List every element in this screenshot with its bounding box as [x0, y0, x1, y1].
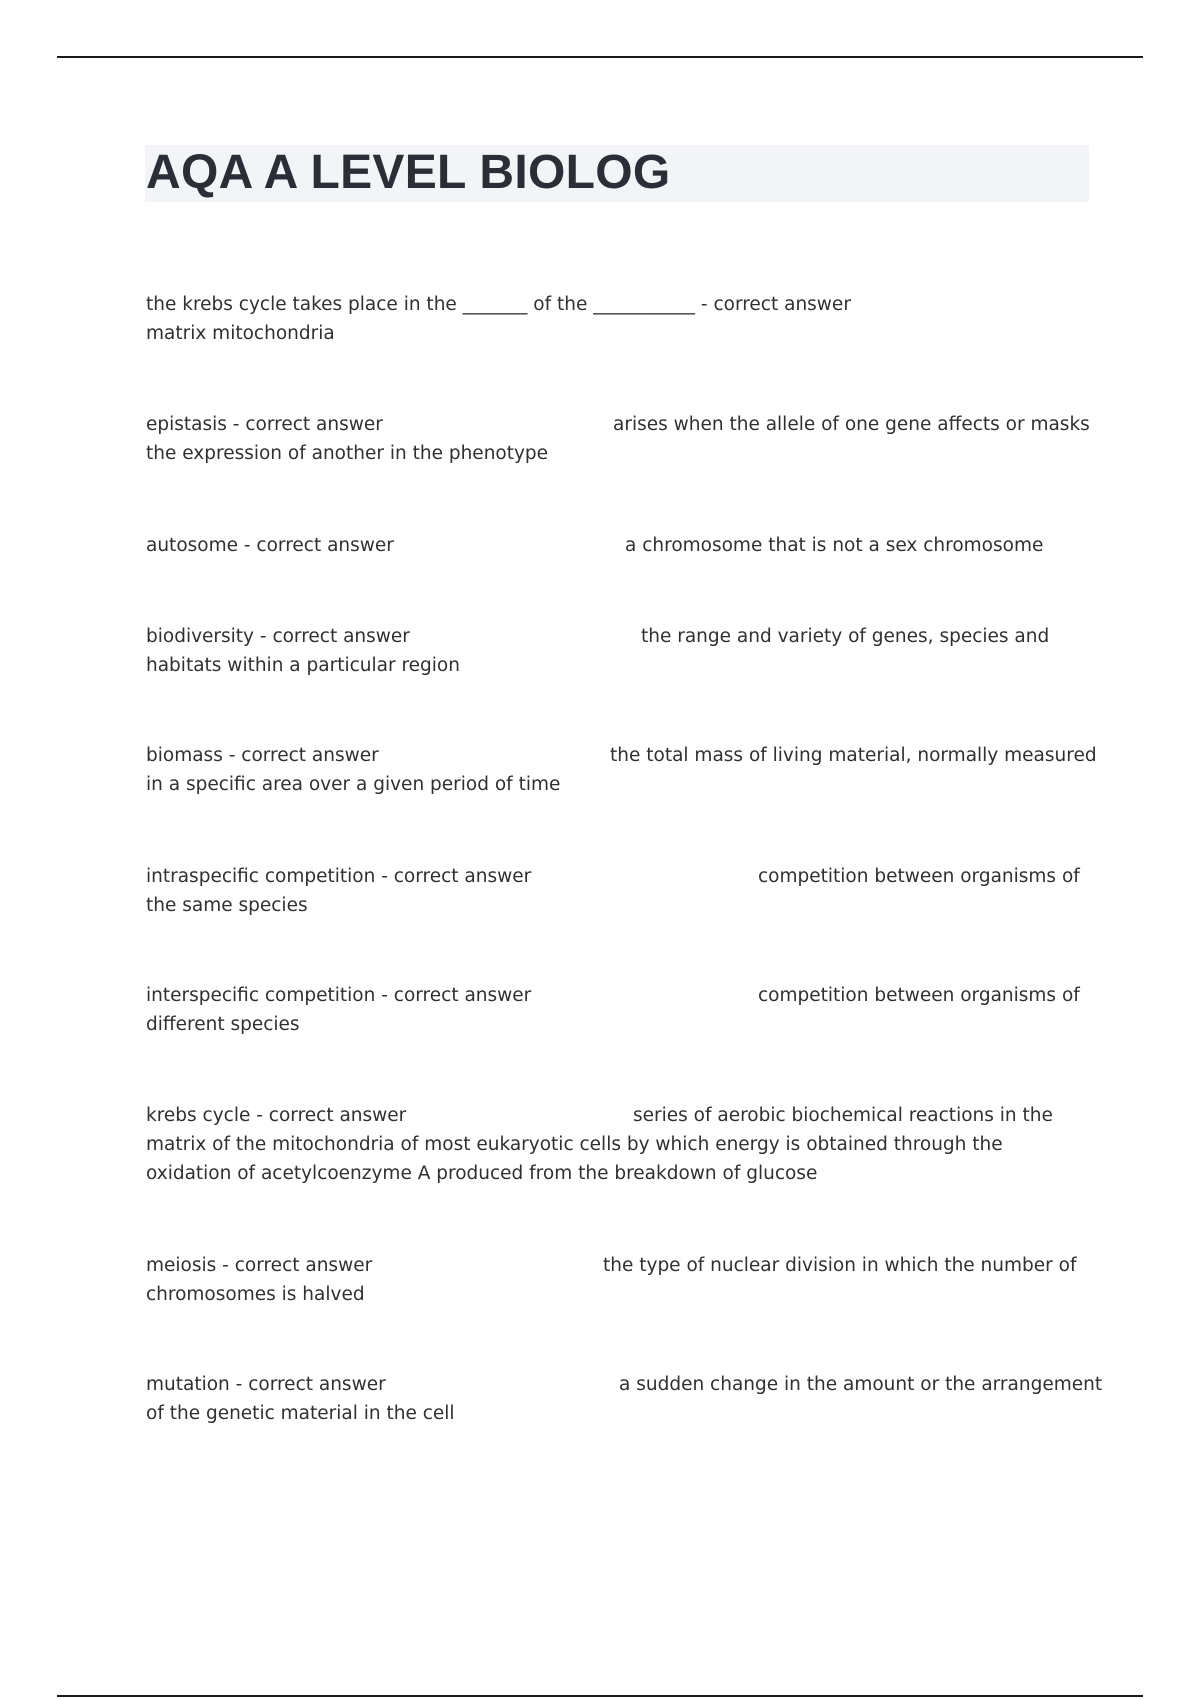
flashcard [146, 622, 1090, 680]
card-term: krebs cycle - correct answer [146, 1105, 407, 1126]
flashcard [146, 410, 1090, 468]
top-rule [57, 56, 1143, 58]
card-term: mutation - correct answer [146, 1374, 386, 1395]
card-definition-start: competition between organisms of [758, 985, 1080, 1006]
card-definition-start: series of aerobic biochemical reactions in the [633, 1105, 1053, 1126]
card-definition-start: the type of nuclear division in which the number of [603, 1255, 1077, 1276]
card-definition-continued: habitats within a particular region [146, 655, 460, 676]
card-definition-start: the total mass of living material, normally measured [610, 745, 1097, 766]
card-definition-start: arises when the allele of one gene affects or masks [613, 414, 1090, 435]
card-term: epistasis - correct answer [146, 414, 383, 435]
flashcard [146, 290, 1090, 348]
card-term: biomass - correct answer [146, 745, 379, 766]
card-definition-start: a chromosome that is not a sex chromosome [625, 535, 1044, 556]
card-definition-continued: the same species [146, 895, 308, 916]
card-term: the krebs cycle takes place in the _______ of the ___________ - correct answer [146, 294, 851, 315]
document-title: AQA A LEVEL BIOLOG [146, 146, 671, 199]
card-definition-continued: of the genetic material in the cell [146, 1403, 455, 1424]
card-term: meiosis - correct answer [146, 1255, 373, 1276]
card-definition-start: the range and variety of genes, species and [641, 626, 1050, 647]
flashcard [146, 1370, 1103, 1428]
card-definition-continued: in a specific area over a given period of time [146, 774, 561, 795]
card-term: autosome - correct answer [146, 535, 394, 556]
card-definition-start: a sudden change in the amount or the arrangement [619, 1374, 1103, 1395]
card-definition-continued: different species [146, 1014, 300, 1035]
card-term: intraspecific competition - correct answer [146, 866, 532, 887]
card-term: interspecific competition - correct answer [146, 985, 532, 1006]
bottom-rule [57, 1695, 1143, 1697]
card-definition-continued: matrix of the mitochondria of most eukaryotic cells by which energy is obtained through the oxidation of acetylcoenzyme A produced from the breakdown of glucose [146, 1134, 1003, 1184]
card-definition-continued: chromosomes is halved [146, 1284, 365, 1305]
flashcard [146, 862, 1090, 920]
flashcard [146, 1251, 1090, 1309]
flashcard [146, 1101, 1090, 1188]
card-definition-continued: the expression of another in the phenotype [146, 443, 549, 464]
card-term: biodiversity - correct answer [146, 626, 410, 647]
flashcard [146, 531, 1090, 560]
card-definition-start: competition between organisms of [758, 866, 1080, 887]
flashcard [146, 741, 1097, 799]
flashcard [146, 981, 1090, 1039]
card-definition: matrix mitochondria [146, 323, 335, 344]
